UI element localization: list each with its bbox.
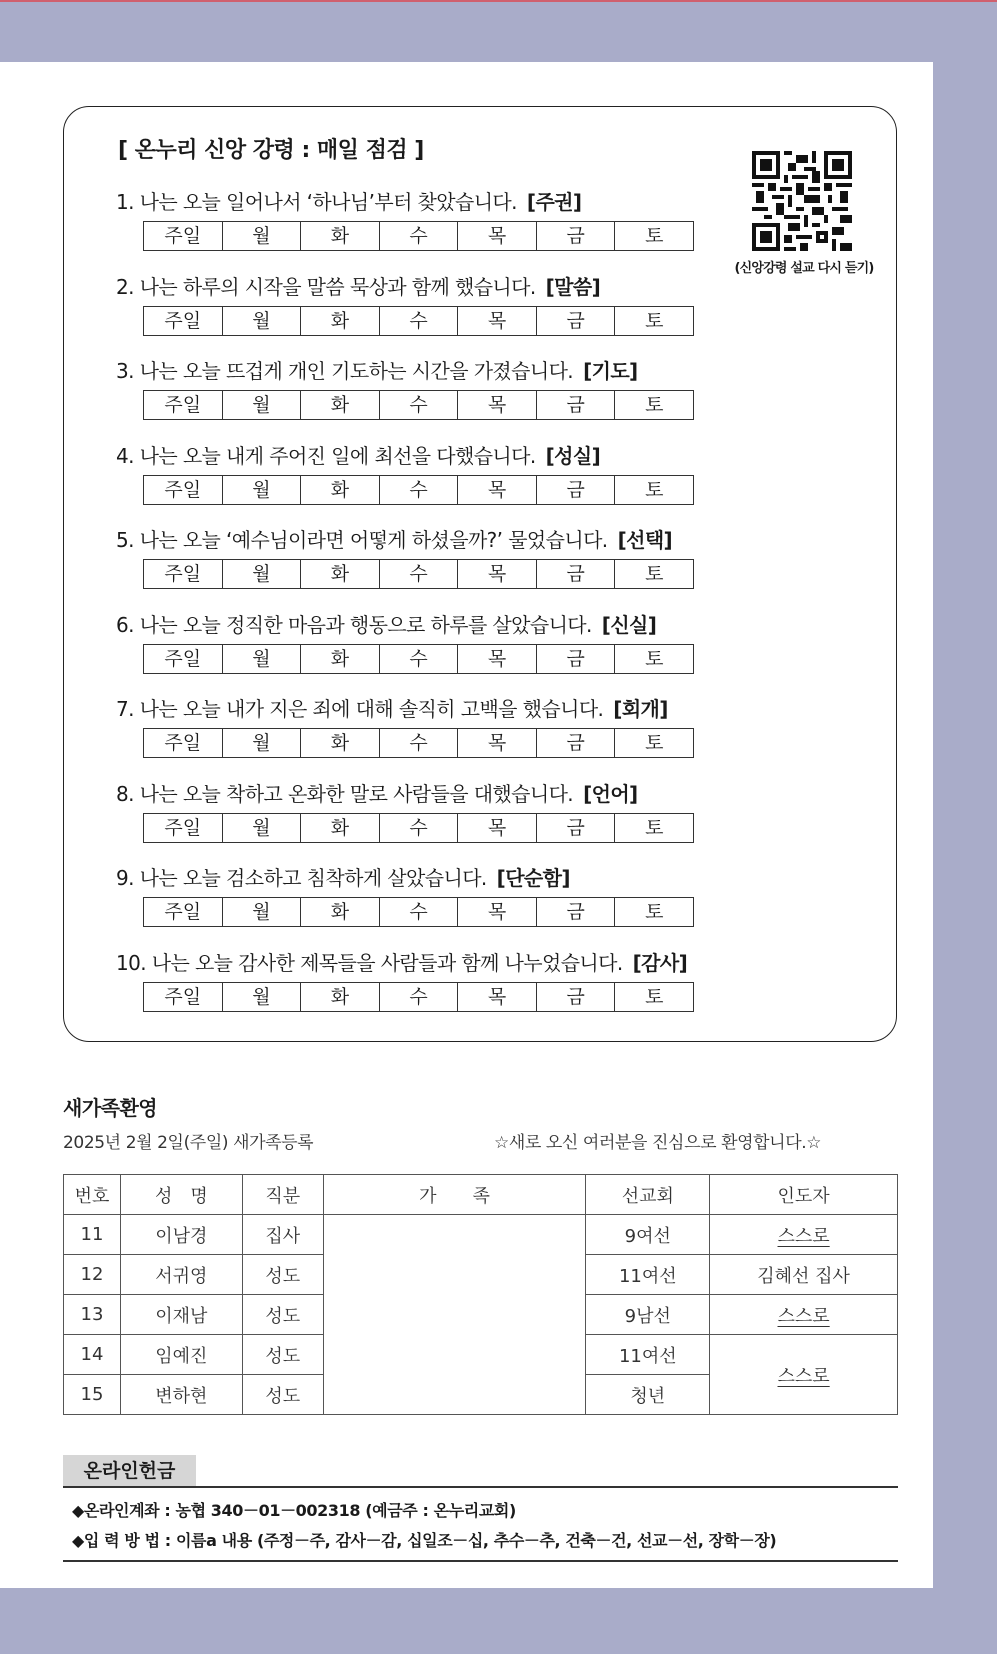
checklist-item-text: 7. 나는 오늘 내가 지은 죄에 대해 솔직히 고백을 했습니다. — [116, 697, 604, 721]
weekday-check-cell[interactable]: 금 — [537, 898, 616, 926]
checklist-item — [116, 356, 836, 420]
weekday-check-cell[interactable]: 토 — [645, 647, 664, 670]
cell-number: 15 — [64, 1375, 121, 1415]
weekday-check-cell[interactable]: 화 — [301, 560, 380, 588]
checklist-item-line — [116, 779, 836, 809]
checklist-item-text: 2. 나는 하루의 시작을 말씀 묵상과 함께 했습니다. — [116, 274, 536, 299]
weekday-check-cell[interactable]: 금 — [537, 983, 616, 1011]
cell-guide — [710, 1335, 898, 1415]
weekday-check-cell[interactable]: 금 — [537, 307, 616, 335]
weekday-check-cell[interactable]: 금 — [537, 222, 616, 250]
cell-title: 성도 — [242, 1255, 323, 1295]
table-row — [64, 1215, 898, 1255]
cell-guide — [710, 1295, 898, 1335]
weekday-check-cell[interactable]: 수 — [380, 391, 459, 419]
cell-mission: 11여선 — [586, 1255, 710, 1295]
weekday-check-cell[interactable]: 수 — [380, 983, 459, 1011]
qr-caption: (신앙강령 설교 다시 듣기) — [734, 261, 874, 276]
weekday-check-cell[interactable]: 금 — [537, 476, 616, 504]
cell-mission: 청년 — [586, 1375, 710, 1415]
weekday-check-cell[interactable]: 주일 — [144, 983, 223, 1011]
weekday-check-row — [143, 221, 694, 251]
checklist-item-text: 5. 나는 오늘 ‘예수님이라면 어떻게 하셨을까?’ 물었습니다. — [116, 528, 608, 552]
weekday-check-cell[interactable]: 화 — [301, 814, 380, 842]
checklist-item-tag: [단순함] — [496, 866, 570, 890]
checklist-item-text: 1. 나는 오늘 일어나서 ‘하나님’부터 찾았습니다. — [116, 190, 517, 214]
checklist-item — [116, 272, 836, 336]
checklist-item-text: 4. 나는 오늘 내게 주어진 일에 최선을 다했습니다. — [116, 443, 536, 468]
weekday-check-cell[interactable]: 월 — [223, 729, 302, 757]
weekday-check-cell[interactable]: 토 — [645, 478, 664, 501]
weekday-check-row — [143, 559, 694, 589]
cell-name: 변하현 — [120, 1375, 242, 1415]
weekday-check-cell[interactable]: 수 — [380, 222, 459, 250]
weekday-check-cell[interactable]: 화 — [301, 645, 380, 673]
checklist-item-tag: [선택] — [617, 528, 673, 552]
weekday-check-cell[interactable]: 목 — [458, 898, 537, 926]
weekday-check-cell[interactable]: 월 — [223, 560, 302, 588]
checklist-item-tag: [회개] — [613, 697, 668, 721]
weekday-check-cell[interactable]: 목 — [458, 307, 537, 335]
weekday-check-row — [143, 728, 694, 758]
cell-number: 13 — [64, 1295, 121, 1335]
cell-name: 이재남 — [120, 1295, 242, 1335]
weekday-check-cell[interactable]: 토 — [645, 985, 664, 1008]
top-border-line — [0, 0, 997, 2]
divider — [63, 1486, 898, 1488]
weekday-check-cell[interactable]: 수 — [380, 307, 459, 335]
weekday-check-row — [143, 390, 694, 420]
checklist-item — [116, 948, 836, 1012]
online-account-line: ◆온라인계좌 : 농협 340－01－002318 (예금주 : 온누리교회) — [72, 1501, 516, 1520]
checklist-item — [116, 525, 836, 589]
new-family-welcome: ☆새로 오신 여러분을 진심으로 환영합니다.☆ — [494, 1133, 822, 1153]
weekday-check-cell[interactable]: 금 — [537, 560, 616, 588]
cell-mission: 9남선 — [586, 1295, 710, 1335]
header-mission: 선교회 — [586, 1175, 710, 1215]
checklist-item-line — [116, 441, 836, 471]
new-family-date-line: 2025년 2월 2일(주일) 새가족등록 — [63, 1133, 314, 1153]
weekday-check-cell[interactable]: 금 — [537, 391, 616, 419]
checklist-item-line — [116, 272, 836, 302]
new-family-heading: 새가족환영 — [63, 1096, 158, 1120]
checklist-item-line — [116, 948, 836, 978]
checklist-item — [116, 187, 836, 251]
weekday-check-cell[interactable]: 수 — [380, 729, 459, 757]
weekday-check-cell[interactable]: 주일 — [144, 814, 223, 842]
weekday-check-cell[interactable]: 화 — [301, 307, 380, 335]
checklist-item-line — [116, 694, 836, 724]
guide-text: 스스로 — [777, 1305, 830, 1327]
cell-guide: 김혜선 집사 — [710, 1255, 898, 1295]
checklist-item — [116, 441, 836, 505]
weekday-check-cell[interactable]: 월 — [223, 476, 302, 504]
weekday-check-cell[interactable]: 주일 — [144, 307, 223, 335]
weekday-check-cell[interactable]: 월 — [223, 814, 302, 842]
weekday-check-cell[interactable]: 화 — [301, 983, 380, 1011]
weekday-check-cell[interactable]: 금 — [537, 645, 616, 673]
checklist-item-tag: [언어] — [583, 781, 638, 806]
weekday-check-cell[interactable]: 주일 — [144, 729, 223, 757]
bulletin-page — [0, 62, 933, 1588]
checklist-item-text: 3. 나는 오늘 뜨겁게 개인 기도하는 시간을 가졌습니다. — [116, 359, 574, 383]
cell-title: 성도 — [242, 1335, 323, 1375]
header-title: 직분 — [242, 1175, 323, 1215]
cell-mission: 9여선 — [586, 1215, 710, 1255]
weekday-check-cell[interactable]: 목 — [458, 983, 537, 1011]
cell-family — [323, 1215, 586, 1415]
weekday-check-cell[interactable]: 주일 — [144, 560, 223, 588]
weekday-check-cell[interactable]: 토 — [645, 563, 664, 585]
weekday-check-cell[interactable]: 토 — [645, 816, 664, 839]
weekday-check-cell[interactable]: 토 — [645, 225, 664, 247]
weekday-check-cell[interactable]: 토 — [645, 732, 664, 754]
weekday-check-cell[interactable]: 주일 — [144, 222, 223, 250]
checklist-item-text: 8. 나는 오늘 착하고 온화한 말로 사람들을 대했습니다. — [116, 781, 574, 806]
table-header-row — [64, 1175, 898, 1215]
header-name: 성 명 — [120, 1175, 242, 1215]
cell-mission: 11여선 — [586, 1335, 710, 1375]
guide-text: 스스로 — [777, 1365, 830, 1387]
checklist-item-line — [116, 610, 836, 640]
weekday-check-cell[interactable]: 목 — [458, 645, 537, 673]
weekday-check-cell[interactable]: 토 — [645, 394, 664, 416]
daily-checklist-panel — [63, 106, 897, 1042]
weekday-check-cell[interactable]: 화 — [301, 729, 380, 757]
weekday-check-cell[interactable]: 월 — [223, 222, 302, 250]
cell-name: 서귀영 — [120, 1255, 242, 1295]
checklist-item-text: 6. 나는 오늘 정직한 마음과 행동으로 하루를 살았습니다. — [116, 612, 592, 637]
checklist-item — [116, 610, 836, 674]
weekday-check-cell[interactable]: 수 — [380, 645, 459, 673]
weekday-check-cell[interactable]: 토 — [645, 901, 664, 923]
weekday-check-row — [143, 306, 694, 336]
weekday-check-row — [143, 813, 694, 843]
weekday-check-cell[interactable]: 주일 — [144, 898, 223, 926]
weekday-check-cell[interactable]: 수 — [380, 898, 459, 926]
checklist-title: [ 온누리 신앙 강령 : 매일 점검 ] — [118, 138, 424, 163]
weekday-check-cell[interactable]: 화 — [301, 391, 380, 419]
weekday-check-cell[interactable]: 금 — [537, 814, 616, 842]
weekday-check-cell[interactable]: 월 — [223, 898, 302, 926]
cell-name: 임예진 — [120, 1335, 242, 1375]
weekday-check-cell[interactable]: 주일 — [144, 645, 223, 673]
weekday-check-row — [143, 897, 694, 927]
cell-title: 성도 — [242, 1295, 323, 1335]
checklist-item-tag: [주권] — [526, 190, 582, 214]
checklist-item-line — [116, 187, 836, 217]
header-guide: 인도자 — [710, 1175, 898, 1215]
checklist-item-tag: [감사] — [632, 950, 688, 975]
new-family-table — [63, 1174, 898, 1415]
checklist-item — [116, 863, 836, 927]
weekday-check-row — [143, 644, 694, 674]
weekday-check-cell[interactable]: 금 — [537, 729, 616, 757]
checklist-item-line — [116, 356, 836, 386]
cell-name: 이남경 — [120, 1215, 242, 1255]
weekday-check-cell[interactable]: 주일 — [144, 476, 223, 504]
checklist-item-tag: [기도] — [583, 359, 638, 383]
weekday-check-cell[interactable]: 토 — [645, 309, 664, 332]
header-number: 번호 — [64, 1175, 121, 1215]
checklist-item-text: 10. 나는 오늘 감사한 제목들을 사람들과 함께 나누었습니다. — [116, 950, 623, 975]
online-method-line: ◆입 력 방 법 : 이름a 내용 (주정－주, 감사－감, 십일조－십, 추수－추, 건축－건, 선교－선, 장학－장) — [72, 1531, 777, 1550]
checklist-item-tag: [말씀] — [545, 274, 601, 299]
weekday-check-row — [143, 475, 694, 505]
weekday-check-cell[interactable]: 주일 — [144, 391, 223, 419]
checklist-item-text: 9. 나는 오늘 검소하고 침착하게 살았습니다. — [116, 866, 487, 890]
checklist-item-tag: [신실] — [601, 612, 657, 637]
weekday-check-cell[interactable]: 수 — [380, 814, 459, 842]
checklist-item-line — [116, 525, 836, 555]
weekday-check-cell[interactable]: 목 — [458, 476, 537, 504]
weekday-check-cell[interactable]: 월 — [223, 983, 302, 1011]
weekday-check-cell[interactable]: 목 — [458, 222, 537, 250]
weekday-check-cell[interactable]: 수 — [380, 476, 459, 504]
weekday-check-cell[interactable]: 화 — [301, 476, 380, 504]
weekday-check-cell[interactable]: 화 — [301, 898, 380, 926]
cell-number: 11 — [64, 1215, 121, 1255]
checklist-item — [116, 779, 836, 843]
online-offering-tab: 온라인헌금 — [63, 1455, 196, 1487]
weekday-check-cell[interactable]: 월 — [223, 391, 302, 419]
weekday-check-cell[interactable]: 월 — [223, 645, 302, 673]
cell-number: 14 — [64, 1335, 121, 1375]
weekday-check-cell[interactable]: 수 — [380, 560, 459, 588]
weekday-check-row — [143, 982, 694, 1012]
weekday-check-cell[interactable]: 목 — [458, 391, 537, 419]
weekday-check-cell[interactable]: 화 — [301, 222, 380, 250]
divider — [63, 1560, 898, 1562]
checklist-item-line — [116, 863, 836, 893]
weekday-check-cell[interactable]: 목 — [458, 814, 537, 842]
checklist-item — [116, 694, 836, 758]
header-family: 가 족 — [323, 1175, 586, 1215]
guide-text: 스스로 — [777, 1225, 830, 1247]
cell-title: 성도 — [242, 1375, 323, 1415]
cell-guide — [710, 1215, 898, 1255]
weekday-check-cell[interactable]: 목 — [458, 729, 537, 757]
weekday-check-cell[interactable]: 월 — [223, 307, 302, 335]
cell-title: 집사 — [242, 1215, 323, 1255]
cell-number: 12 — [64, 1255, 121, 1295]
weekday-check-cell[interactable]: 목 — [458, 560, 537, 588]
checklist-item-tag: [성실] — [545, 443, 601, 468]
